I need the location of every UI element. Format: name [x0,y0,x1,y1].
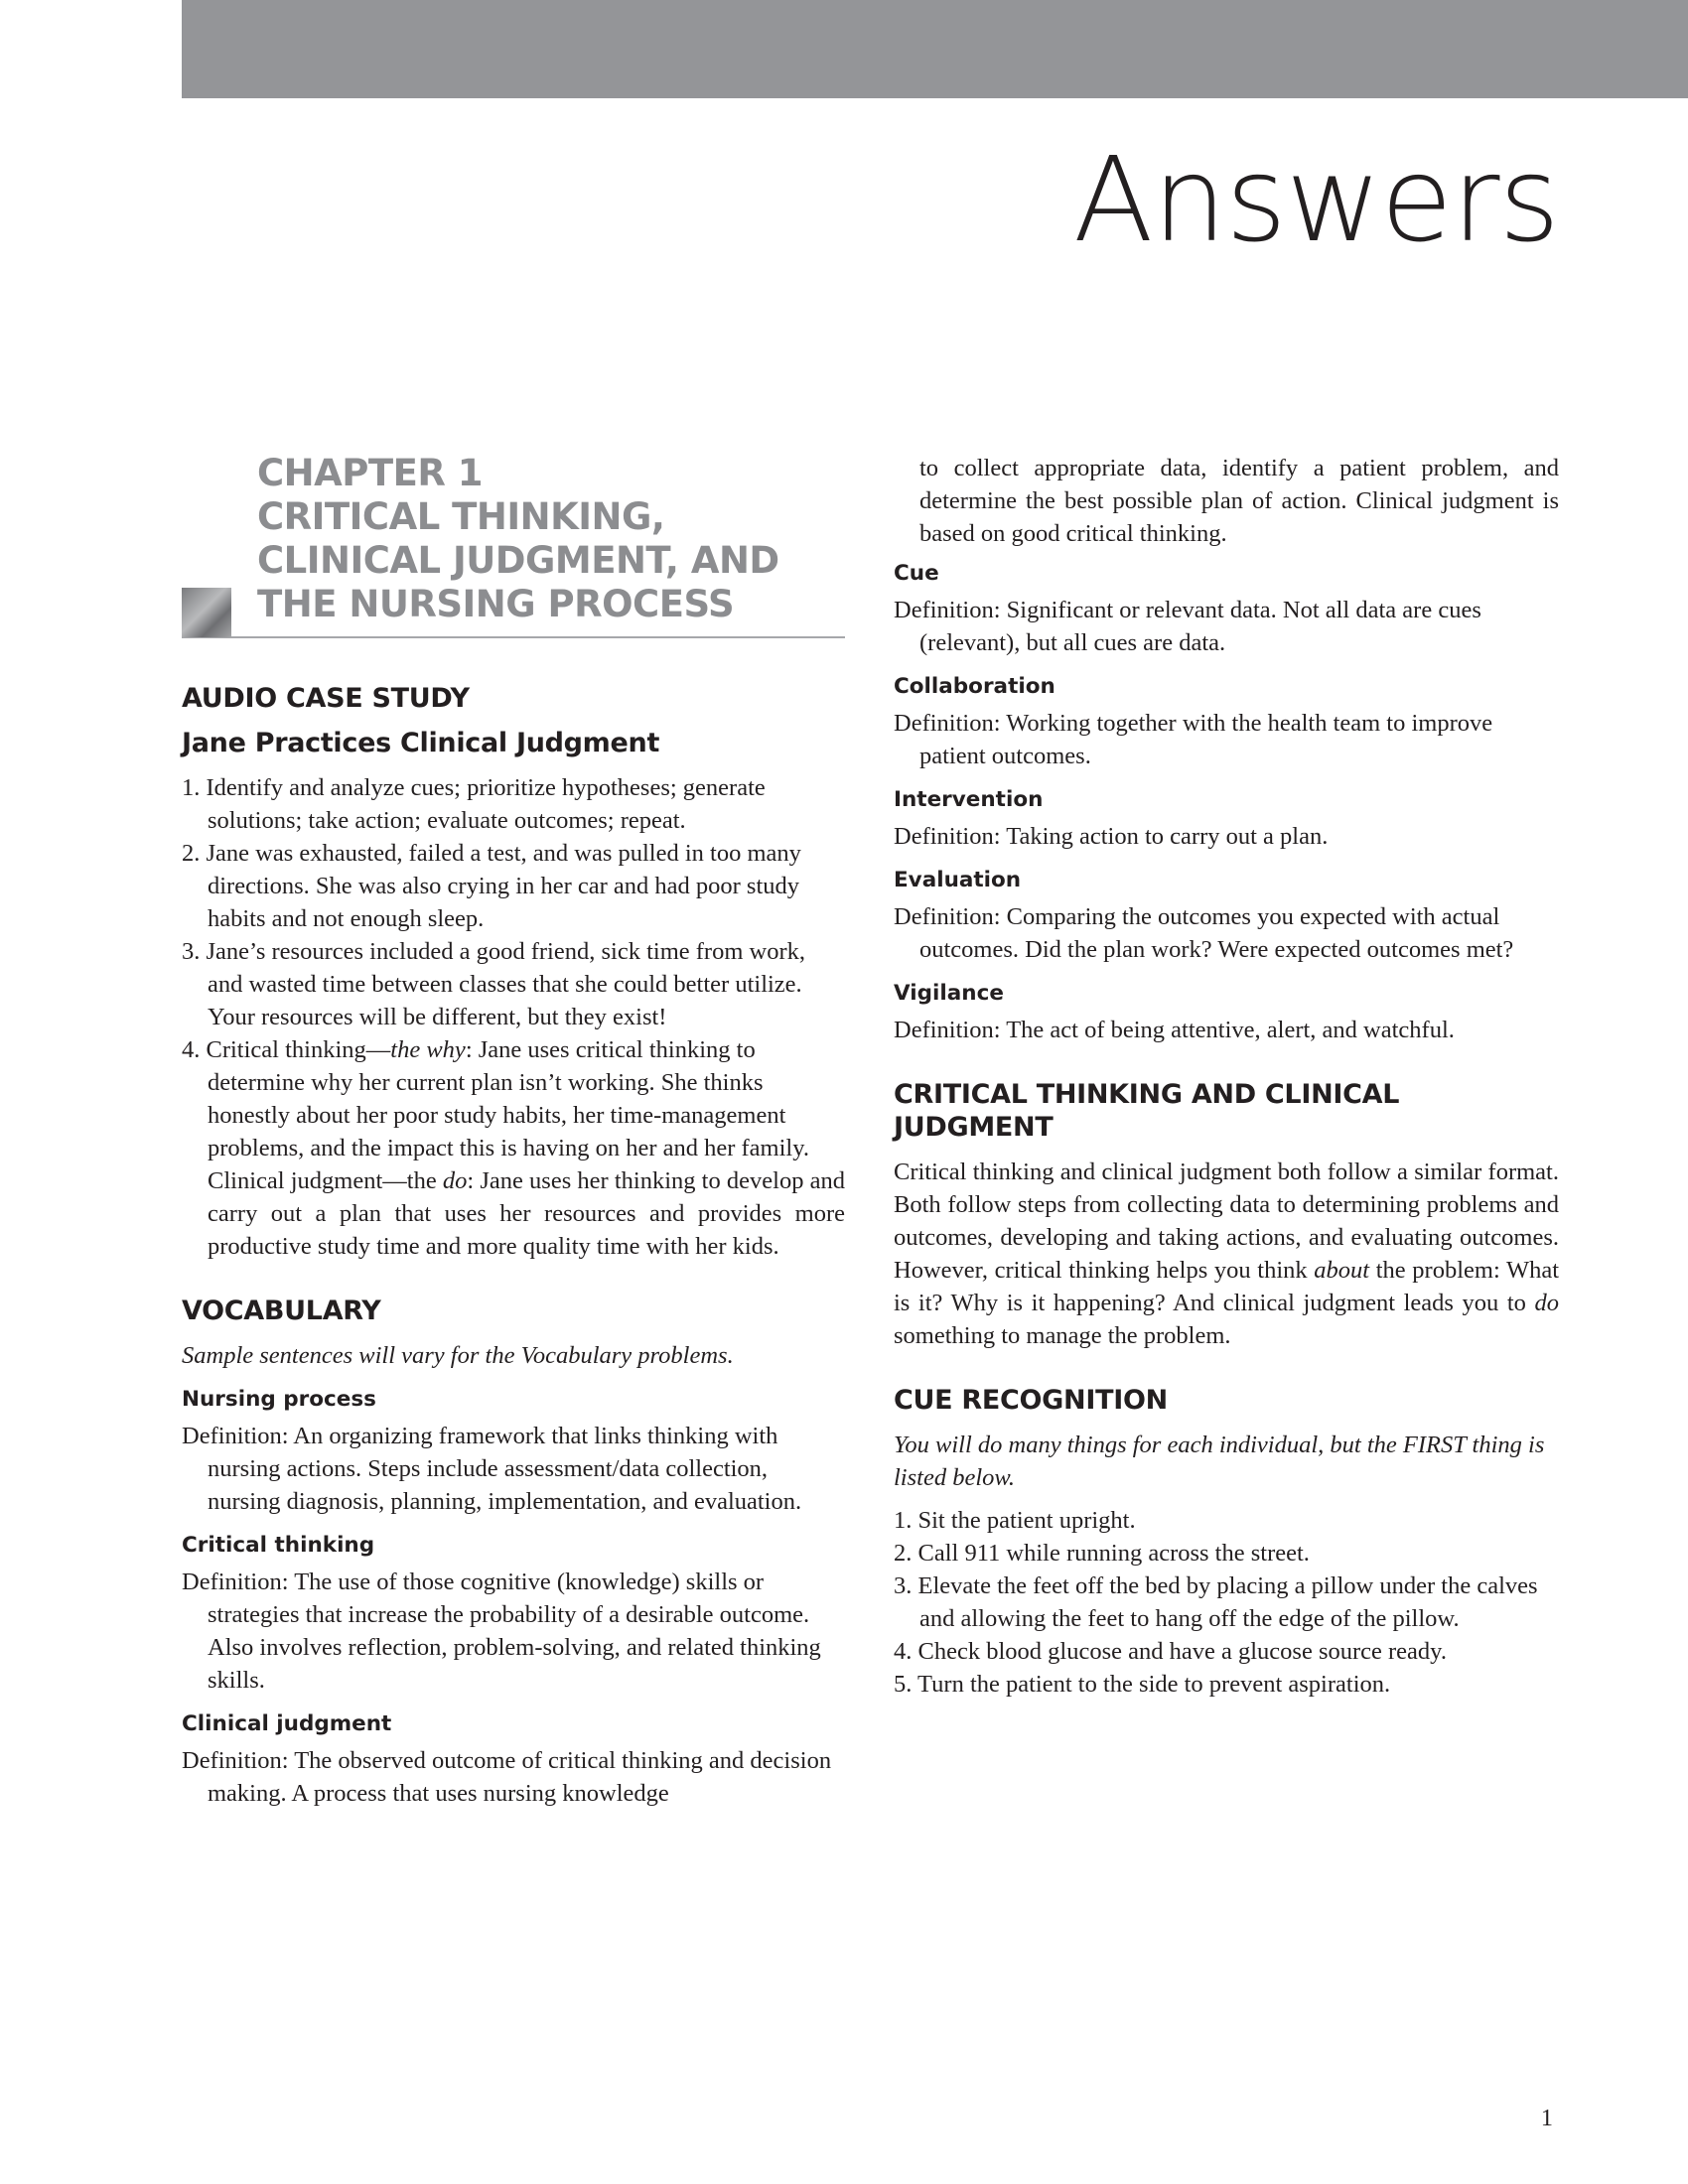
chapter-title-line: THE NURSING PROCESS [257,583,735,625]
cue-recognition-note: You will do many things for each individual, but the FIRST thing is listed below. [894,1432,1545,1491]
term-definition: Definition: Significant or relevant data. Not all data are cues (relevant), but all cues are data. [894,597,1481,656]
term-definition: Definition: The observed outcome of critical thinking and decision making. A process that uses nursing knowledge [182,1747,832,1807]
section-heading-vocabulary: VOCABULARY [182,1296,381,1326]
term-definition: Definition: The act of being attentive, alert, and watchful. [894,1017,1455,1043]
page-title: Answers [1072,131,1559,268]
term-definition: Definition: The use of those cognitive (knowledge) skills or strategies that increase the probability of a desirable outcome. Also involves reflection, problem-solving, and related thinking skills. [182,1569,821,1694]
ct-cj-paragraph [894,1156,1559,1352]
term-definition: Definition: An organizing framework that links thinking with nursing actions. Steps include assessment/data collection, nursing diagnosis, planning, implementation, and evaluation. [182,1423,802,1515]
list-item: 1. Sit the patient upright. [894,1507,1136,1534]
emphasis-text: the why [390,1036,466,1063]
cue-recognition-answers [894,1504,1559,1701]
paragraph-text: : Jane uses her thinking to develop and carry out a plan that uses her resources and provides more productive study time and more quality time with her kids. [208,1167,845,1260]
term-heading: Clinical judgment [182,1711,392,1736]
list-item: 3. Elevate the feet off the bed by placing a pillow under the calves and allowing the feet to hang off the edge of the pillow. [894,1572,1538,1632]
term-definition: Definition: Taking action to carry out a plan. [894,823,1329,850]
list-item [182,1033,845,1164]
list-item: 3. Jane’s resources included a good friend, sick time from work, and wasted time between classes that she could better utilize. Your resources will be different, but they exist! [182,938,805,1030]
section-heading-critical-thinking-clinical-judgment: CRITICAL THINKING AND CLINICAL JUDGMENT [894,1079,1400,1143]
chapter-heading [182,452,845,638]
emphasis-text: about [1314,1257,1370,1284]
term-heading: Critical thinking [182,1533,375,1558]
list-item: 2. Call 911 while running across the street. [894,1540,1310,1567]
list-item: 1. Identify and analyze cues; prioritize hypotheses; generate solutions; take action; evaluate outcomes; repeat. [182,774,766,834]
header-bar [182,0,1688,98]
paragraph-text: Clinical judgment—the [208,1167,443,1194]
emphasis-text: do [1534,1290,1559,1316]
paragraph-text: the problem: What is it? Why is it happening? And clinical judgment leads you to [894,1257,1560,1316]
chapter-title-line: CHAPTER 1 [257,452,484,494]
chapter-tab-graphic [182,588,231,637]
section-heading-audio-case-study: AUDIO CASE STUDY [182,683,470,714]
case-study-title: Jane Practices Clinical Judgment [182,728,660,758]
chapter-title-line: CLINICAL JUDGMENT, AND [257,539,779,582]
term-heading: Intervention [894,787,1044,812]
paragraph-text: Critical thinking and clinical judgment both follow a similar format. Both follow steps from collecting data to determining problems and outcomes, developing and taking actions, and evaluating outcomes. However, critical thinking helps you think [894,1159,1559,1284]
term-definition: Definition: Comparing the outcomes you expected with actual outcomes. Did the plan work? Were expected outcomes met? [894,903,1514,963]
list-item-text: 4. Critical thinking— [182,1036,391,1063]
emphasis-text: do [442,1167,468,1194]
list-item: 5. Turn the patient to the side to prevent aspiration. [894,1671,1391,1698]
chapter-title-line: CRITICAL THINKING, [257,495,665,538]
term-heading: Evaluation [894,868,1022,892]
vocabulary-note: Sample sentences will vary for the Vocabulary problems. [182,1342,734,1369]
case-study-answers [182,771,845,1164]
term-definition: Definition: Working together with the health team to improve patient outcomes. [894,710,1493,769]
term-definition-continued: to collect appropriate data, identify a patient problem, and determine the best possible plan of action. Clinical judgment is based on good critical thinking. [919,455,1559,547]
page-number: 1 [1540,2105,1553,2131]
list-item-continuation [182,1164,845,1263]
list-item: 4. Check blood glucose and have a glucose source ready. [894,1638,1447,1665]
list-item-text: : Jane uses critical thinking to determine why her current plan isn’t working. She thinks honestly about her poor study habits, her time-management problems, and the impact this is having on her and her family. [208,1036,810,1161]
term-heading: Collaboration [894,674,1055,699]
term-heading: Nursing process [182,1387,376,1412]
right-column [894,452,1559,1701]
left-column [182,452,845,1810]
section-heading-cue-recognition: CUE RECOGNITION [894,1385,1168,1416]
list-item: 2. Jane was exhausted, failed a test, and was pulled in too many directions. She was also crying in her car and had poor study habits and not enough sleep. [182,840,801,932]
paragraph-text: something to manage the problem. [894,1322,1231,1349]
term-heading: Vigilance [894,981,1004,1006]
term-heading: Cue [894,561,939,586]
